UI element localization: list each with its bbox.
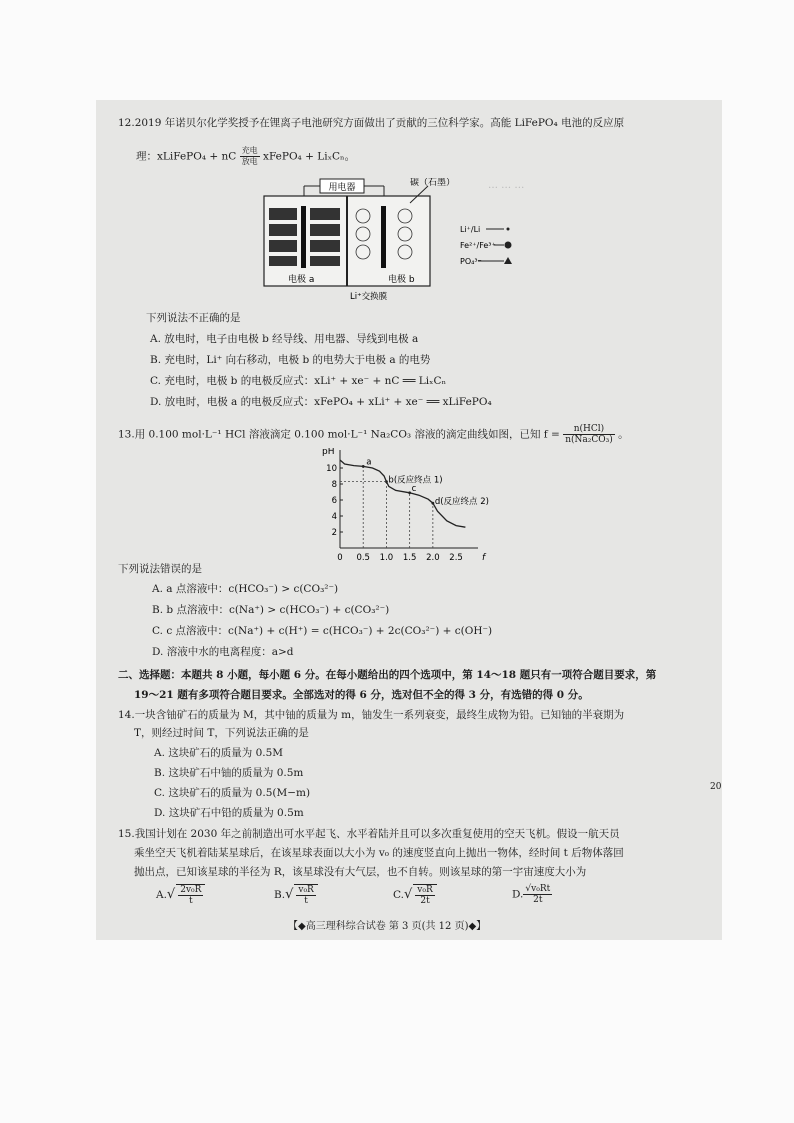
- fe-symbol: [505, 242, 512, 249]
- q15-option-a-frac: $\frac{\text{2v₀R}}{t}$: [176, 884, 205, 906]
- device-label: 用电器: [328, 183, 356, 193]
- q13-fraction: [563, 424, 615, 445]
- annotation-b: b(反应终点 1): [388, 475, 443, 486]
- q15-option-a-label: A.: [156, 889, 167, 901]
- q15-option-c-label: C.: [393, 889, 404, 901]
- q15-option-c-frac: $\frac{\text{v₀R}}{2t}$: [413, 884, 436, 906]
- y-tick-label: 10: [326, 464, 337, 474]
- electrode-b: [381, 206, 386, 268]
- legend-li: Li⁺/Li: [460, 225, 481, 234]
- arrow-charge-label: 充电: [241, 146, 258, 155]
- q14-option-b: B. 这块矿石中铀的质量为 0.5m: [154, 767, 304, 779]
- q12-option-a: A. 放电时，电子由电极 b 经导线、用电器、导线到电极 a: [150, 333, 419, 345]
- q12-option-c: C. 充电时，电极 b 的电极反应式：xLi⁺ + xe⁻ + nC ══ LiₓCₙ: [150, 375, 447, 387]
- q12-option-b: B. 充电时，Li⁺ 向右移动，电极 b 的电势大于电极 a 的电势: [150, 354, 431, 366]
- q15-option-a: A.√ $\frac{\text{2v₀R}}{t}$: [156, 884, 205, 906]
- point-label-a: a: [366, 457, 372, 468]
- q13-frac-den: n(Na₂CO₃): [565, 435, 613, 445]
- carbon-label: 碳（石墨）: [410, 178, 456, 188]
- y-axis-label: pH: [322, 448, 335, 457]
- x-tick-label: 1.0: [379, 553, 394, 563]
- q15-option-d: [512, 884, 552, 905]
- arrow-discharge-label: 放电: [241, 157, 258, 166]
- point-a: [362, 465, 365, 468]
- point-d: [431, 502, 434, 505]
- y-tick-label: 2: [331, 528, 337, 538]
- q15-option-b-label: B.: [274, 889, 286, 901]
- q14-stem2: T，则经过时间 T，下列说法正确的是: [134, 727, 309, 739]
- bleed-through-text: … … …: [488, 180, 525, 191]
- q14-option-d: D. 这块矿石中铅的质量为 0.5m: [154, 807, 304, 819]
- q12-option-d: D. 放电时，电极 a 的电极反应式：xFePO₄ + xLi⁺ + xe⁻ ══ xLiFePO₄: [150, 396, 492, 408]
- x-tick-label: 2.0: [426, 553, 440, 563]
- y-tick-label: 4: [331, 512, 337, 522]
- q15-stem2: 乘坐空天飞机着陆某星球后，在该星球表面以大小为 v₀ 的速度竖直向上抛出一物体，经时间 t 后物体落回: [134, 847, 624, 859]
- reaction-arrow: [240, 146, 260, 167]
- q12-reaction-right: xFePO₄ + LiₓCₙ。: [263, 150, 356, 163]
- q13-frac-num: n(HCl): [563, 424, 615, 435]
- section2-line1: 二、选择题：本题共 8 小题，每小题 6 分。在每小题给出的四个选项中，第 14～18 题只有一项符合题目要求，第: [118, 669, 657, 681]
- q14-stem1: 14.一块含铀矿石的质量为 M，其中铀的质量为 m，铀发生一系列衰变，最终生成物为铅。已知铀的半衰期为: [118, 709, 625, 721]
- y-tick-label: 8: [331, 480, 337, 490]
- q13-prompt: 下列说法错误的是: [118, 563, 202, 575]
- q15-option-d-label: D.: [512, 888, 524, 901]
- q15-option-d-frac: $\frac{\text{√v₀Rt}}{2t}$: [525, 884, 551, 905]
- electrode-a-label: 电极 a: [288, 275, 315, 285]
- membrane-label: Li⁺交换膜: [350, 292, 388, 302]
- x-tick-label: 0: [337, 553, 343, 563]
- x-axis-label: f: [482, 553, 486, 563]
- q12-stem-line2: [136, 146, 355, 167]
- q12-prompt: 下列说法不正确的是: [146, 312, 241, 324]
- battery-diagram: [260, 178, 520, 303]
- q15-option-c: C.√ $\frac{\text{v₀R}}{2t}$: [393, 884, 437, 906]
- q13-option-c: C. c 点溶液中：c(Na⁺) + c(H⁺) = c(HCO₃⁻) + 2c(CO₃²⁻) + c(OH⁻): [152, 625, 493, 637]
- annotation-d: d(反应终点 2): [434, 497, 489, 508]
- q15-stem3: 抛出点，已知该星球的半径为 R，该星球没有大气层，也不自转。则该星球的第一宇宙速度大小为: [134, 866, 587, 878]
- point-label-c: c: [411, 483, 417, 494]
- point-c: [408, 491, 411, 494]
- q12-stem-line1: 12.2019 年诺贝尔化学奖授予在锂离子电池研究方面做出了贡献的三位科学家。高能 LiFePO₄ 电池的反应原: [118, 117, 625, 129]
- x-tick-label: 1.5: [402, 553, 417, 563]
- q14-option-a: A. 这块矿石的质量为 0.5M: [154, 747, 284, 759]
- edge-text: 20: [710, 782, 722, 792]
- legend-fe: Fe²⁺/Fe³⁺: [460, 241, 496, 250]
- q15-option-b-frac: $\frac{\text{v₀R}}{t}$: [294, 884, 317, 906]
- electrode-a: [301, 206, 306, 268]
- po4-symbol: [504, 257, 512, 264]
- li-symbol: [507, 228, 510, 231]
- titration-chart: [318, 448, 498, 563]
- x-tick-label: 2.5: [449, 553, 463, 563]
- q13-stem: [118, 424, 629, 445]
- q13-frac-end: 。: [618, 428, 629, 441]
- x-tick-label: 0.5: [356, 553, 370, 563]
- q12-reaction-left: 理：xLiFePO₄ + nC: [136, 150, 237, 163]
- q13-option-b: B. b 点溶液中：c(Na⁺) > c(HCO₃⁻) + c(CO₃²⁻): [152, 604, 390, 616]
- legend-po4: PO₄³⁻: [460, 257, 482, 266]
- titration-curve: [340, 460, 465, 527]
- electrode-b-label: 电极 b: [388, 275, 415, 285]
- q15-option-b: B.√ $\frac{\text{v₀R}}{t}$: [274, 884, 318, 906]
- q14-option-c: C. 这块矿石的质量为 0.5(M−m): [154, 787, 311, 799]
- page-footer: 【◆高三理科综合试卷 第 3 页(共 12 页)◆】: [288, 921, 487, 932]
- q13-option-d: D. 溶液中水的电离程度：a>d: [152, 646, 294, 658]
- q13-stem-text: 13.用 0.100 mol·L⁻¹ HCl 溶液滴定 0.100 mol·L⁻¹ Na₂CO₃ 溶液的滴定曲线如图，已知 f =: [118, 428, 560, 441]
- q15-stem1: 15.我国计划在 2030 年之前制造出可水平起飞、水平着陆并且可以多次重复使用的空天飞机。假设一航天员: [118, 828, 620, 840]
- y-tick-label: 6: [331, 496, 337, 506]
- section2-line2: 19～21 题有多项符合题目要求。全部选对的得 6 分，选对但不全的得 3 分，有选错的得 0 分。: [134, 689, 589, 701]
- q13-option-a: A. a 点溶液中：c(HCO₃⁻) > c(CO₃²⁻): [152, 583, 339, 595]
